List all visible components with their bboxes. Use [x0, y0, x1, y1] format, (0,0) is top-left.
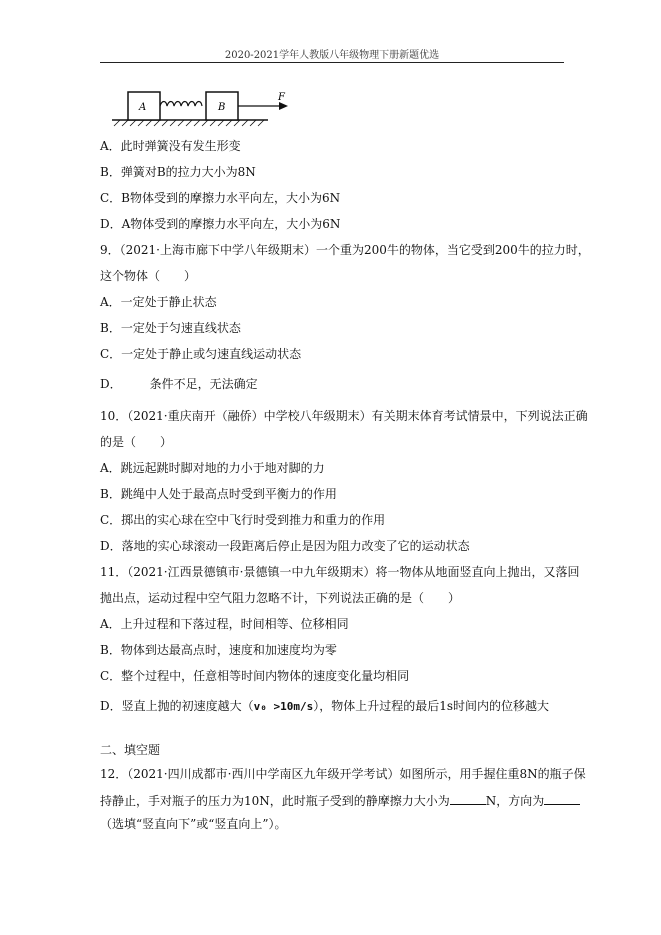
q11-option-d-part1: D．竖直上抛的初速度越大（ [100, 699, 254, 713]
q10-option-b: B．跳绳中人处于最高点时受到平衡力的作用 [100, 487, 337, 501]
q12-stem-part-a: 持静止，手对瓶子的压力为10N，此时瓶子受到的静摩擦力大小为 [100, 794, 450, 808]
q12-stem-line1: 12．（2021·四川成都市·西川中学南区九年级开学考试）如图所示，用手握住重8N的瓶子保 [100, 767, 586, 781]
force-label: F [278, 92, 285, 103]
q10-option-d: D．落地的实心球滚动一段距离后停止是因为阻力改变了它的运动状态 [100, 539, 470, 553]
q11-option-d [100, 698, 549, 715]
q11-option-a: A．上升过程和下落过程，时间相等、位移相同 [100, 617, 349, 631]
header-rule [100, 62, 564, 63]
q12-blank-1[interactable] [450, 792, 486, 805]
q8-option-d: D．A物体受到的摩擦力水平向左，大小为6N [100, 217, 341, 231]
q10-option-a: A．跳远起跳时脚对地的力小于地对脚的力 [100, 461, 325, 475]
q11-option-d-part2: ），物体上升过程的最后1s时间内的位移越大 [313, 699, 550, 713]
q11-velocity-formula: v₀ >10m/s [253, 700, 314, 713]
section-fill-blank-title: 二、填空题 [100, 743, 161, 757]
q11-option-c: C．整个过程中，任意相等时间内物体的速度变化量均相同 [100, 669, 410, 683]
q10-stem-line1: 10．（2021·重庆南开（融侨）中学校八年级期末）有关期末体育考试情景中，下列说法正确 [100, 409, 588, 423]
q8-option-b: B．弹簧对B的拉力大小为8N [100, 165, 256, 179]
q11-stem-line1: 11．（2021·江西景德镇市·景德镇一中九年级期末）将一物体从地面竖直向上抛出，又落回 [100, 565, 580, 579]
spring-blocks-figure [108, 86, 308, 134]
q11-stem-line2: 抛出点，运动过程中空气阻力忽略不计，下列说法正确的是（ ） [100, 591, 461, 605]
q9-option-b: B．一定处于匀速直线状态 [100, 321, 241, 335]
block-b-label: B [218, 102, 226, 113]
page-header: 2020-2021学年人教版八年级物理下册新题优选 [224, 50, 440, 61]
q9-option-d [100, 376, 258, 392]
q10-option-c: C．掷出的实心球在空中飞行时受到推力和重力的作用 [100, 513, 386, 527]
q9-option-d-text: 条件不足，无法确定 [149, 377, 258, 391]
spring [160, 102, 202, 107]
q9-option-a: A．一定处于静止状态 [100, 295, 217, 309]
q9-option-c: C．一定处于静止或匀速直线运动状态 [100, 347, 302, 361]
q9-stem-line1: 9．（2021·上海市廊下中学八年级期末）一个重为200牛的物体，当它受到200牛的拉力时， [100, 243, 590, 257]
q9-option-d-label: D． [100, 377, 122, 391]
q8-option-c: C．B物体受到的摩擦力水平向左，大小为6N [100, 191, 341, 205]
q12-stem-line2 [100, 792, 580, 809]
block-a-label: A [139, 102, 147, 113]
q8-option-a: A．此时弹簧没有发生形变 [100, 139, 241, 153]
q10-stem-line2: 的是（ ） [100, 435, 173, 449]
q9-stem-line2: 这个物体（ ） [100, 269, 197, 283]
q11-option-b: B．物体到达最高点时，速度和加速度均为零 [100, 643, 337, 657]
q12-blank-2[interactable] [544, 792, 580, 805]
q12-stem-line3: （选填“竖直向下”或“竖直向上”）。 [100, 817, 287, 831]
q12-stem-part-b: N，方向为 [485, 794, 545, 808]
